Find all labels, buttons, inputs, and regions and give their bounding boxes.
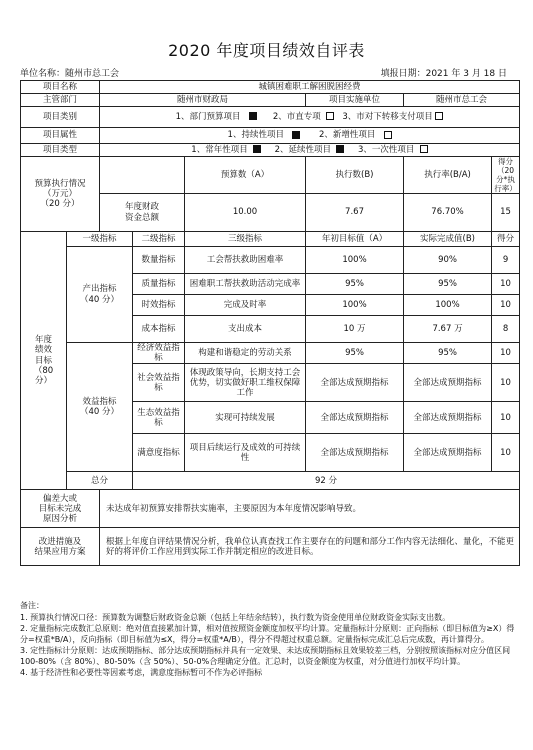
row-score: 10 [492, 434, 520, 472]
row-actual: 7.67 万 [404, 316, 492, 343]
row-target: 全部达成预期指标 [306, 434, 404, 472]
row-l3: 困难职工帮扶救助活动完成率 [185, 274, 306, 295]
checkbox-icon-checked [292, 131, 300, 139]
attr-label: 项目属性 [21, 128, 100, 144]
category-options: 1、部门预算项目 2、市直专项 3、市对下转移支付项目 [100, 107, 520, 128]
row-l2: 时效指标 [133, 295, 185, 316]
category-label: 项目类别 [21, 107, 100, 128]
page-title: 2020 年度项目绩效自评表 [168, 41, 365, 60]
budget-value-score: 15 [492, 194, 520, 232]
row-actual: 95% [404, 343, 492, 364]
row-l3: 完成及时率 [185, 295, 306, 316]
header-target: 年初目标值（A） [306, 232, 404, 247]
row-target: 全部达成预期指标 [306, 364, 404, 402]
row-actual: 90% [404, 247, 492, 274]
type-label: 项目类型 [21, 144, 100, 157]
row-l2: 质量指标 [133, 274, 185, 295]
row-score: 10 [492, 295, 520, 316]
row-l2: 数量指标 [133, 247, 185, 274]
row-l3: 工会帮扶救助困难率 [185, 247, 306, 274]
budget-label: 预算执行情况 （万元） （20 分） [21, 157, 100, 232]
budget-row-label: 年度财政 资金总额 [100, 194, 185, 232]
budget-header-score: 得分（20 分*执行率） [492, 157, 520, 194]
deviation-text: 未达成年初预算安排帮扶实施率，主要原因为本年度情况影响导致。 [100, 490, 520, 528]
checkbox-icon-empty [326, 112, 334, 120]
improve-text: 根据上年度自评结果情况分析，我单位认真查找工作主要存在的问题和部分工作内容无法细化、量化，不能更好的将评价工作应用到实际工作并制定相应的改进目标。 [100, 528, 520, 566]
header-level2: 二级指标 [133, 232, 185, 247]
header-level1: 一级指标 [67, 232, 133, 247]
row-l3: 构建和谐稳定的劳动关系 [185, 343, 306, 364]
checkbox-icon-empty [420, 145, 428, 153]
checkbox-icon-empty [435, 112, 443, 120]
unit-name: 单位名称：随州市总工会 [20, 69, 120, 79]
impl-label: 项目实施单位 [306, 94, 404, 107]
row-score: 10 [492, 274, 520, 295]
total-value: 92 分 [133, 472, 520, 490]
row-actual: 全部达成预期指标 [404, 402, 492, 434]
header-score: 得分 [492, 232, 520, 247]
row-l2: 成本指标 [133, 316, 185, 343]
report-date: 填报日期：2021 年 3 月 18 日 [380, 69, 507, 79]
deviation-label: 偏差大或 目标未完成 原因分析 [21, 490, 100, 528]
group-output: 产出指标 （40 分） [67, 247, 133, 343]
improve-label: 改进措施及 结果应用方案 [21, 528, 100, 566]
budget-value-b: 7.67 [306, 194, 404, 232]
project-name-label: 项目名称 [21, 81, 100, 94]
budget-header-blank [100, 157, 185, 194]
total-label: 总分 [67, 472, 133, 490]
type-options: 1、常年性项目 2、延续性项目 3、一次性项目 [100, 144, 520, 157]
row-actual: 全部达成预期指标 [404, 434, 492, 472]
checkbox-icon-checked [249, 112, 257, 120]
note-item: 3. 定性指标计分原则：达成预期指标、部分达成预期指标并具有一定效果、未达成预期指标且效果较差三档，分别按照该指标对应分值区间 100-80%（含 80%）、80-50%（含 50%）、50-0%合理确定分值。汇总时，以资金额度为权重，对分值进行加权平均计算。 [20, 646, 511, 666]
checkbox-icon-checked [336, 145, 344, 153]
budget-value-rate: 76.70% [404, 194, 492, 232]
checkbox-icon-checked [253, 145, 261, 153]
row-l3: 体现政策导向，长期支持工会优势，切实做好职工维权保障工作 [185, 364, 306, 402]
row-actual: 全部达成预期指标 [404, 364, 492, 402]
row-score: 10 [492, 364, 520, 402]
checkbox-icon-empty [384, 131, 392, 139]
row-score: 8 [492, 316, 520, 343]
project-name: 城镇困难职工解困脱困经费 [100, 81, 520, 94]
row-target: 95% [306, 274, 404, 295]
row-l3: 实现可持续发展 [185, 402, 306, 434]
budget-header-rate: 执行率(B/A) [404, 157, 492, 194]
header-actual: 实际完成值(B) [404, 232, 492, 247]
row-l3: 项目后续运行及成效的可持续性 [185, 434, 306, 472]
note-item: 4. 基于经济性和必要性等因素考虑，满意度指标暂可不作为必评指标 [20, 668, 263, 677]
budget-header-b: 执行数(B) [306, 157, 404, 194]
row-target: 100% [306, 247, 404, 274]
dept-label: 主管部门 [21, 94, 100, 107]
budget-value-a: 10.00 [185, 194, 306, 232]
impl: 随州市总工会 [404, 94, 520, 107]
row-score: 10 [492, 402, 520, 434]
goal-side-label: 年度 绩效 目标 （80 分） [21, 232, 67, 490]
note-item: 1. 预算执行情况口径：预算数为调整后财政资金总额（包括上年结余结转），执行数为资金使用单位财政资金实际支出数。 [20, 613, 451, 622]
row-target: 95% [306, 343, 404, 364]
row-target: 10 万 [306, 316, 404, 343]
attr-options: 1、持续性项目 2、新增性项目 [100, 128, 520, 144]
evaluation-table [20, 80, 520, 566]
row-target: 全部达成预期指标 [306, 402, 404, 434]
row-actual: 100% [404, 295, 492, 316]
row-l3: 支出成本 [185, 316, 306, 343]
note-item: 2. 定量指标完成数汇总原则：绝对值直接累加计算，相对值按照资金额度加权平均计算。定量指标计分原则：正向指标（即目标值为≥X）得分=权重*B/A），反向指标（即目标值为≤X，得分=权重*A/B），得分不得超过权重总额。定量指标完成汇总后完成数，再计算得分。 [20, 624, 515, 644]
row-l2: 生态效益指标 [133, 402, 185, 434]
notes-heading: 备注： [20, 601, 44, 610]
row-actual: 95% [404, 274, 492, 295]
row-l2: 社会效益指标 [133, 364, 185, 402]
row-score: 10 [492, 343, 520, 364]
row-l2: 满意度指标 [133, 434, 185, 472]
row-l2: 经济效益指标 [133, 343, 185, 364]
header-level3: 三级指标 [185, 232, 306, 247]
budget-header-a: 预算数（A） [185, 157, 306, 194]
row-score: 9 [492, 247, 520, 274]
group-benefit: 效益指标 （40 分） [67, 343, 133, 472]
notes [20, 600, 520, 678]
dept: 随州市财政局 [100, 94, 306, 107]
row-target: 100% [306, 295, 404, 316]
